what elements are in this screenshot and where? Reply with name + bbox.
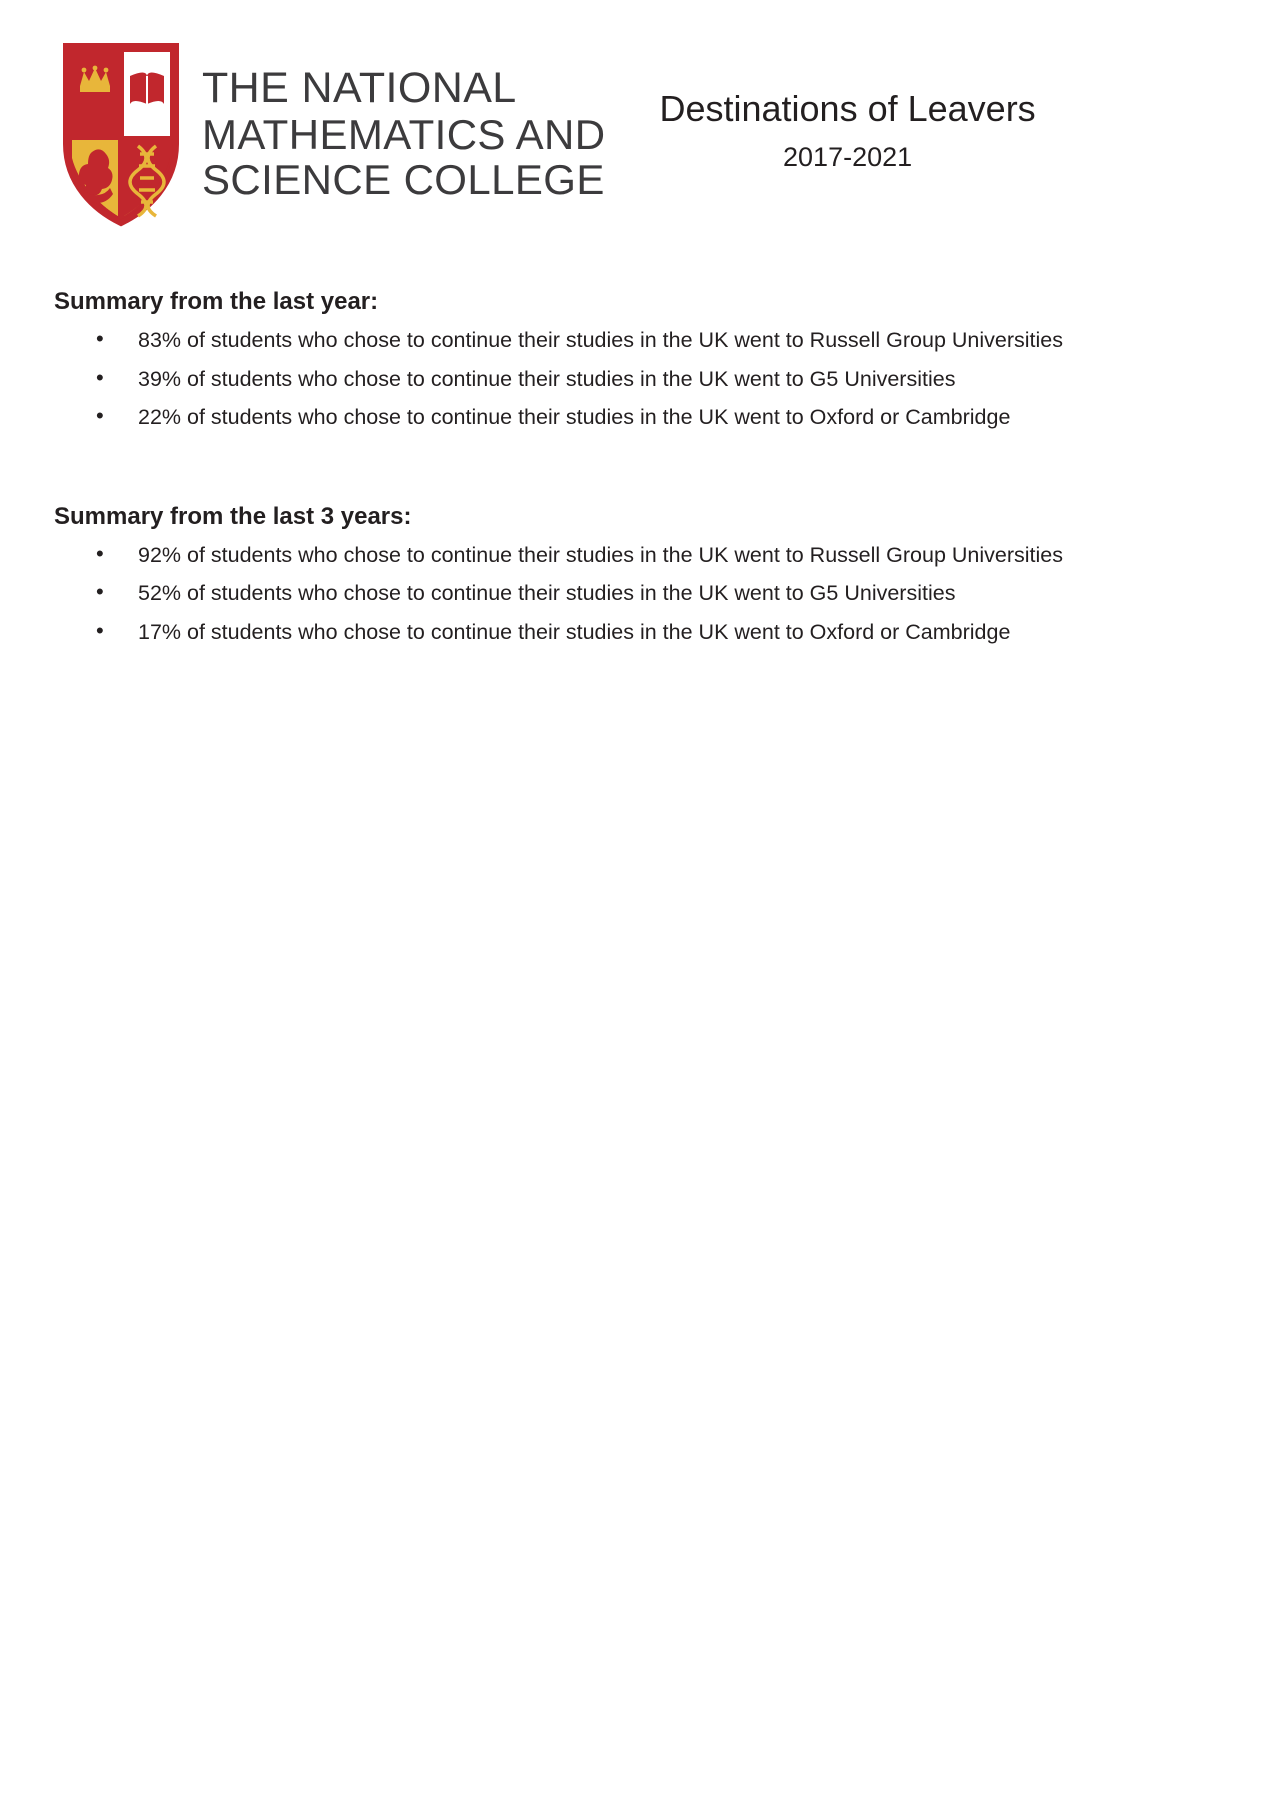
list-item: • 39% of students who chose to continue their studies in the UK went to G5 Universities	[54, 369, 1234, 391]
list-item: • 92% of students who chose to continue their studies in the UK went to Russell Group Universities	[54, 545, 1234, 567]
section-last-three-years	[54, 503, 1234, 644]
college-logo	[62, 40, 605, 228]
bullet-list	[54, 330, 1234, 429]
section-heading: Summary from the last 3 years:	[54, 502, 412, 530]
list-item: • 52% of students who chose to continue their studies in the UK went to G5 Universities	[54, 583, 1234, 605]
document-header	[0, 0, 1280, 228]
logo-line-2: MATHEMATICS AND	[202, 110, 606, 158]
logo-line-3: SCIENCE COLLEGE	[202, 156, 605, 204]
logo-wordmark	[202, 65, 605, 202]
list-item: • 17% of students who chose to continue their studies in the UK went to Oxford or Cambridge	[54, 622, 1234, 644]
logo-line-1: THE NATIONAL	[202, 64, 517, 113]
section-heading: Summary from the last year:	[54, 288, 379, 315]
section-last-year	[54, 288, 1234, 429]
list-item: • 22% of students who chose to continue their studies in the UK went to Oxford or Cambridge	[54, 407, 1234, 429]
crest-icon	[62, 40, 180, 228]
bullet-list	[54, 542, 1234, 644]
page-title: Destinations of Leavers	[659, 88, 1036, 129]
document-body	[54, 288, 1234, 643]
page-subtitle: 2017-2021	[783, 142, 913, 172]
list-item: • 83% of students who chose to continue their studies in the UK went to Russell Group Universities	[54, 330, 1234, 352]
title-block	[659, 88, 1035, 173]
section-spacer	[54, 477, 1234, 503]
